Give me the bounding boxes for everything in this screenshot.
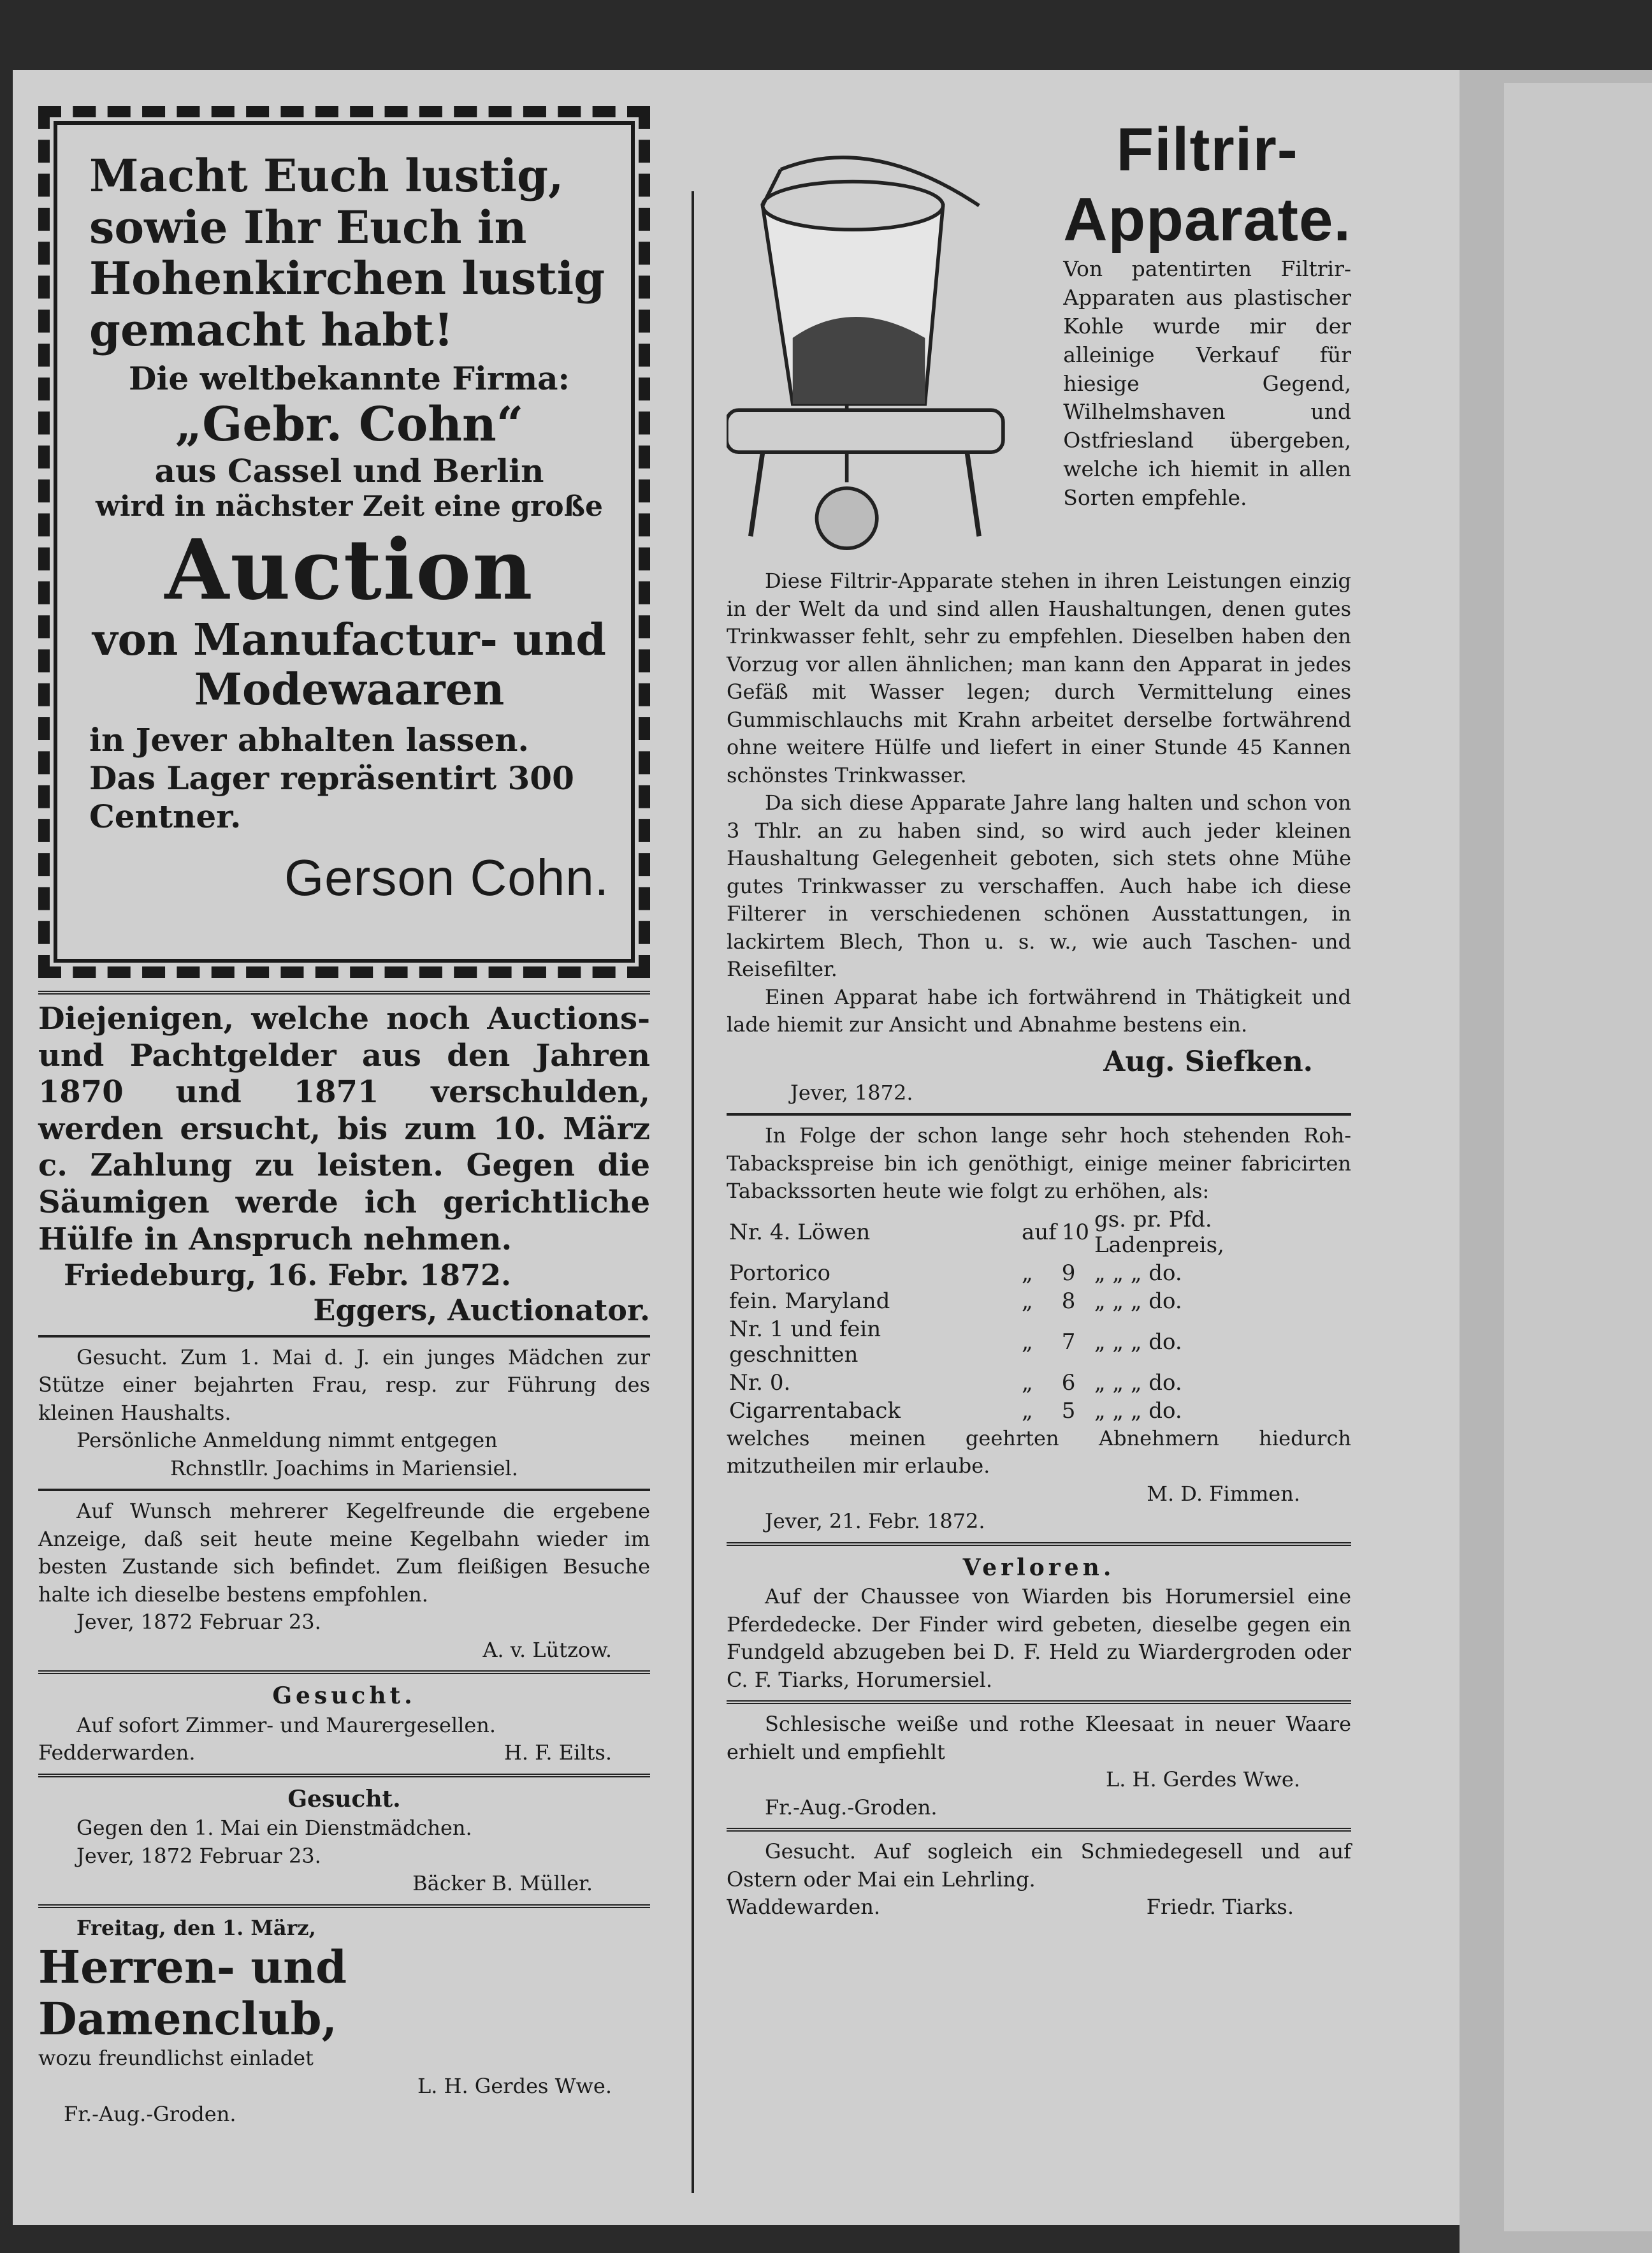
tobacco-prefix: „: [1021, 1397, 1033, 1424]
auction-stock: Das Lager repräsentirt 300 Centner.: [89, 759, 574, 836]
filter-p1: Diese Filtrir-Apparate stehen in ihren Leistungen einzig in der Welt da und sind allen Haushaltungen, denen gutes Trinkwasser fehlt, sehr zu empfehlen. Dieselben haben den Vorzug vor allen ähnlichen; man kann den Apparat in jedes Gefäß mit Wasser legen; durch Vermittelung eines Gummischlauchs mit Krahn arbeitet derselbe fortwährend ohne weitere Hülfe und liefert in einer Stunde 45 Kannen schönstes Trinkwasser.: [727, 569, 1351, 787]
auction-firm: „Gebr. Cohn“: [175, 397, 524, 452]
filter-p2: Da sich diese Apparate Jahre lang halten und schon von 3 Thlr. an zu haben sind, so wird auch jeder kleinen Haushaltung Gelegenheit geboten, sich stets ohne Mühe gutes Trinkwasser zu verschaffen. Auch habe ich diese Filterer in verschiedenen schönen Ausstattungen, in lackirtem Blech, Thon u. s. w., wie auch Taschen- und Reisefilter.: [727, 791, 1351, 982]
tobacco-unit: „ „ „ do.: [1094, 1329, 1182, 1355]
maid1-contact2: Rchnstllr. Joachims in Mariensiel.: [170, 1455, 518, 1480]
divider: [38, 1670, 650, 1674]
mason-text: Auf sofort Zimmer- und Maurergesellen.: [76, 1712, 496, 1737]
maid1-contact: Persönliche Anmeldung nimmt entgegen: [76, 1428, 498, 1453]
kegel-ad: [38, 1498, 650, 1664]
lost-text: Auf der Chaussee von Wiarden bis Horumersiel eine Pferdedecke. Der Finder wird gebeten, dieselbe gegen ein Fundgeld abzugeben bei D. F. Held zu Wiardergroden oder C. F. Tiarks, Horumersiel.: [727, 1584, 1351, 1692]
clover-signature: L. H. Gerdes Wwe.: [1105, 1767, 1300, 1792]
clover-ad: [727, 1710, 1351, 1821]
filter-signature: Aug. Siefken.: [1103, 1045, 1313, 1078]
tobacco-prefix: „: [1021, 1329, 1033, 1355]
right-column: [727, 108, 1351, 1921]
tobacco-price: 7: [1061, 1329, 1076, 1355]
club-invite: wozu freundlichst einladet: [38, 2046, 314, 2071]
divider: [38, 991, 650, 995]
debts-signature: Eggers, Auctionator.: [313, 1293, 650, 1328]
smith-place: Waddewarden.: [727, 1895, 881, 1920]
tobacco-unit: „ „ „ do.: [1094, 1397, 1182, 1424]
kegel-signature: A. v. Lützow.: [482, 1637, 612, 1662]
maid2-title: Gesucht.: [287, 1785, 401, 1812]
table-row: [727, 1397, 1351, 1425]
tobacco-name: Portorico: [729, 1260, 830, 1286]
divider: [38, 1904, 650, 1908]
tobacco-name: Nr. 1 und fein geschnitten: [729, 1316, 881, 1367]
tobacco-price: 8: [1061, 1288, 1076, 1314]
left-column: [38, 108, 650, 2128]
maid2-text: Gegen den 1. Mai ein Dienstmädchen.: [76, 1816, 472, 1841]
tobacco-intro: In Folge der schon lange sehr hoch stehenden Roh-Tabackspreise bin ich genöthigt, einige meiner fabricirten Tabackssorten heute wie folgt zu erhöhen, als:: [727, 1123, 1351, 1204]
table-row: [727, 1315, 1351, 1369]
tobacco-price: 9: [1061, 1260, 1076, 1286]
divider: [38, 1335, 650, 1338]
smith-ad: [727, 1838, 1351, 1921]
filter-intro: Von patentirten Filtrir-Apparaten aus plastischer Kohle wurde mir der alleinige Verkauf für hiesige Gegend, Wilhelmshaven und Ostfriesland übergeben, welche ich hiemit in allen Sorten empfehle.: [1063, 256, 1351, 510]
maid-ad-1: [38, 1344, 650, 1483]
maid-ad-2: [38, 1784, 650, 1898]
tobacco-price-table: [727, 1206, 1351, 1425]
divider: [38, 1774, 650, 1777]
kegel-text: Auf Wunsch mehrerer Kegelfreunde die ergebene Anzeige, daß seit heute meine Kegelbahn wieder im besten Zustande sich befindet. Zum fleißigen Besuche halte ich dieselbe bestens empfohlen.: [38, 1499, 650, 1607]
filter-title-2: Apparate.: [1063, 186, 1351, 254]
smith-signature: Friedr. Tiarks.: [1146, 1895, 1294, 1920]
auction-announce: wird in nächster Zeit eine große: [96, 490, 603, 523]
divider: [727, 1700, 1351, 1704]
auction-signature: Gerson Cohn.: [284, 849, 609, 907]
tobacco-prefix: „: [1021, 1260, 1033, 1286]
tobacco-name: Nr. 4. Löwen: [729, 1219, 871, 1245]
auction-title: Auction: [164, 520, 534, 618]
filter-dateline: Jever, 1872.: [790, 1080, 913, 1105]
tobacco-unit: „ „ „ do.: [1094, 1369, 1182, 1396]
table-row: [727, 1206, 1351, 1259]
tobacco-unit: „ „ „ do.: [1094, 1288, 1182, 1314]
tobacco-price: 10: [1061, 1219, 1089, 1245]
club-place: Fr.-Aug.-Groden.: [64, 2101, 236, 2126]
clover-text: Schlesische weiße und rothe Kleesaat in neuer Waare erhielt und empfiehlt: [727, 1712, 1351, 1764]
auction-cities: aus Cassel und Berlin: [154, 452, 544, 490]
club-ad: [38, 1914, 650, 2128]
filter-p3: Einen Apparat habe ich fortwährend in Thätigkeit und lade hiemit zur Ansicht und Abnahme bestens ein.: [727, 984, 1351, 1037]
table-row: [727, 1259, 1351, 1287]
divider: [727, 1828, 1351, 1832]
auction-goods: von Manufactur- und Modewaaren: [92, 614, 606, 716]
club-title: Herren- und Damenclub,: [38, 1941, 347, 2045]
lost-title: Verloren.: [962, 1554, 1115, 1581]
water-filter-illustration: [727, 108, 1063, 567]
mason-ad: [38, 1681, 650, 1767]
book-spine: [1460, 70, 1652, 2253]
tobacco-unit: „ „ „ do.: [1094, 1260, 1182, 1286]
divider: [38, 1489, 650, 1491]
filter-title-1: Filtrir-: [1116, 115, 1298, 184]
tobacco-ad: [727, 1122, 1351, 1536]
mason-signature: H. F. Eilts.: [504, 1740, 612, 1765]
debts-ad: [38, 1001, 650, 1329]
lost-ad: [727, 1552, 1351, 1695]
table-row: [727, 1287, 1351, 1315]
tobacco-prefix: „: [1021, 1369, 1033, 1396]
tobacco-signature: M. D. Fimmen.: [1147, 1481, 1300, 1506]
tobacco-dateline: Jever, 21. Febr. 1872.: [765, 1509, 985, 1534]
smith-text: Gesucht. Auf sogleich ein Schmiedegesell und auf Ostern oder Mai ein Lehrling.: [727, 1839, 1351, 1892]
divider: [727, 1542, 1351, 1546]
auction-firm-intro: Die weltbekannte Firma:: [129, 360, 570, 397]
clover-place: Fr.-Aug.-Groden.: [765, 1795, 938, 1819]
maid2-signature: Bäcker B. Müller.: [412, 1871, 593, 1896]
maid2-dateline: Jever, 1872 Februar 23.: [76, 1843, 321, 1868]
club-date: Freitag, den 1. März,: [76, 1915, 316, 1940]
auction-ad: [54, 121, 635, 963]
club-signature: L. H. Gerdes Wwe.: [417, 2074, 612, 2098]
table-row: [727, 1369, 1351, 1397]
mason-title: Gesucht.: [272, 1682, 416, 1710]
tobacco-name: Nr. 0.: [729, 1369, 791, 1396]
debts-dateline: Friedeburg, 16. Febr. 1872.: [64, 1258, 511, 1293]
tobacco-price: 5: [1061, 1397, 1076, 1424]
filter-ad: [727, 108, 1351, 1107]
kegel-dateline: Jever, 1872 Februar 23.: [76, 1610, 321, 1635]
tobacco-outro: welches meinen geehrten Abnehmern hiedurch mitzutheilen mir erlaube.: [727, 1425, 1351, 1478]
mason-place: Fedderwarden.: [38, 1740, 196, 1765]
tobacco-price: 6: [1061, 1369, 1076, 1396]
tobacco-unit: gs. pr. Pfd. Ladenpreis,: [1094, 1206, 1224, 1258]
debts-text: Diejenigen, welche noch Auctions- und Pachtgelder aus den Jahren 1870 und 1871 verschulden, werden ersucht, bis zum 10. März c. Zahlung zu leisten. Gegen die Säumigen werde ich gerichtliche Hülfe in Anspruch nehmen.: [38, 1001, 650, 1257]
auction-place: in Jever abhalten lassen.: [89, 721, 529, 759]
tobacco-prefix: auf: [1021, 1219, 1057, 1245]
tobacco-prefix: „: [1021, 1288, 1033, 1314]
tobacco-name: fein. Maryland: [729, 1288, 890, 1314]
auction-headline: Macht Euch lustig, sowie Ihr Euch in Hohenkirchen lustig gemacht habt!: [89, 149, 605, 356]
column-divider: [692, 191, 694, 2193]
maid1-text: Gesucht. Zum 1. Mai d. J. ein junges Mädchen zur Stütze einer bejahrten Frau, resp. zur Führung des kleinen Haushalts.: [38, 1345, 650, 1425]
divider: [727, 1113, 1351, 1116]
tobacco-name: Cigarrentaback: [729, 1397, 901, 1424]
